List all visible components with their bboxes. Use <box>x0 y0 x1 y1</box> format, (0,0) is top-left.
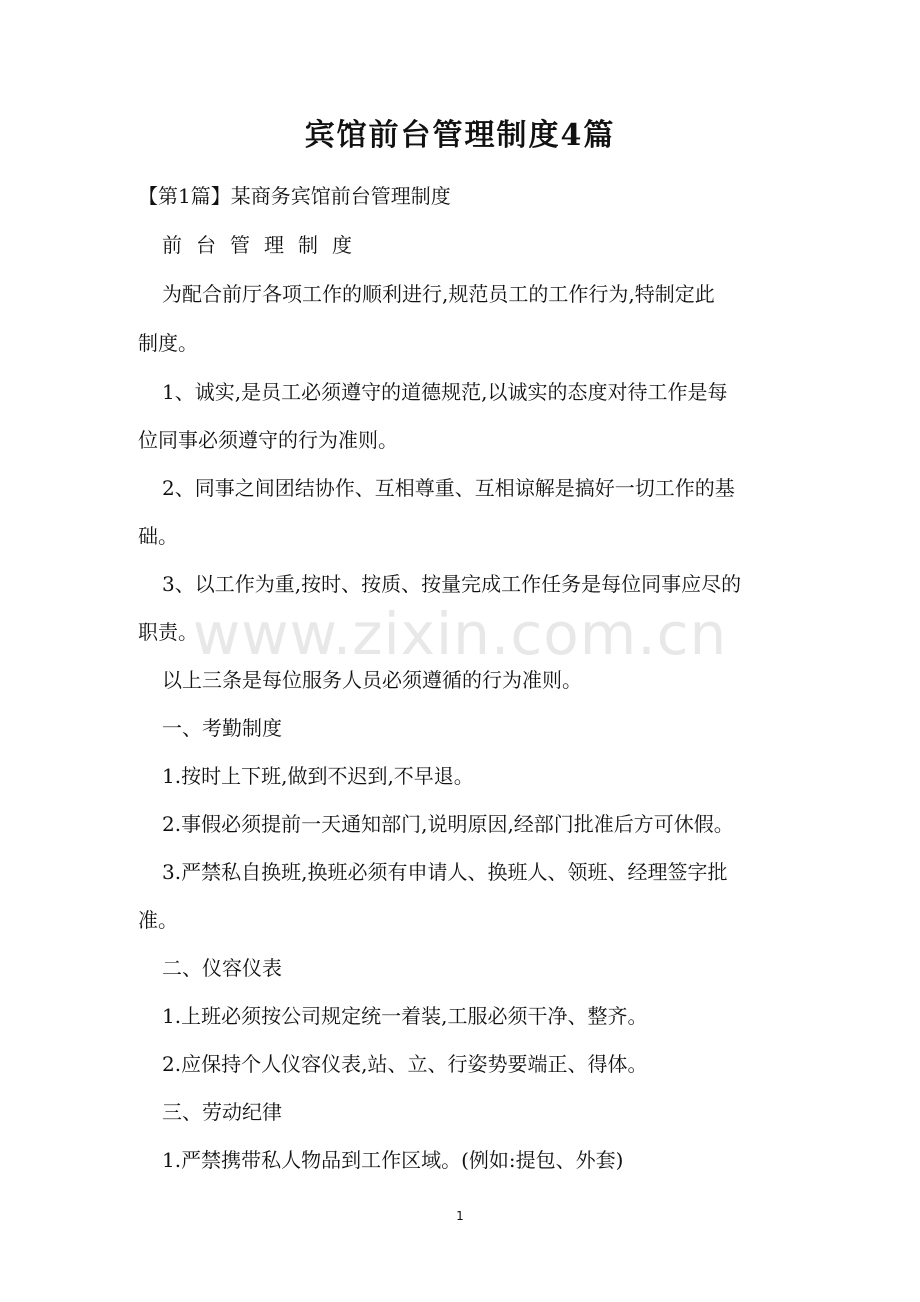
paragraph-line: 1.按时上下班,做到不迟到,不早退。 <box>162 764 474 788</box>
subsection-title: 前台管理制度 <box>162 233 366 257</box>
paragraph-line: 1.严禁携带私人物品到工作区域。(例如:提包、外套) <box>162 1148 624 1172</box>
paragraph-line: 2.应保持个人仪容仪表,站、立、行姿势要端正、得体。 <box>162 1052 648 1076</box>
paragraph-line: 2.事假必须提前一天通知部门,说明原因,经部门批准后方可休假。 <box>162 812 734 836</box>
paragraph-line: 制度。 <box>138 331 198 355</box>
paragraph-line: 3.严禁私自换班,换班必须有申请人、换班人、领班、经理签字批 <box>162 860 728 884</box>
paragraph-line: 2、同事之间团结协作、互相尊重、互相谅解是搞好一切工作的基 <box>162 476 735 500</box>
paragraph-line: 1、诚实,是员工必须遵守的道德规范,以诚实的态度对待工作是每 <box>162 380 728 404</box>
section-heading: 二、仪容仪表 <box>162 956 282 980</box>
document-title: 宾馆前台管理制度4篇 <box>304 118 616 153</box>
section-heading: 三、劳动纪律 <box>162 1100 282 1124</box>
paragraph-line: 职责。 <box>138 620 198 644</box>
page-number: 1 <box>456 1209 464 1223</box>
paragraph-line: 准。 <box>138 908 178 932</box>
paragraph-line: 以上三条是每位服务人员必须遵循的行为准则。 <box>162 668 582 692</box>
paragraph-line: 础。 <box>138 524 178 548</box>
paragraph-line: 1.上班必须按公司规定统一着装,工服必须干净、整齐。 <box>162 1004 648 1028</box>
paragraph-line: 位同事必须遵守的行为准则。 <box>138 428 398 452</box>
section-heading: 【第1篇】某商务宾馆前台管理制度 <box>138 184 451 208</box>
paragraph-line: 3、以工作为重,按时、按质、按量完成工作任务是每位同事应尽的 <box>162 572 742 596</box>
section-heading: 一、考勤制度 <box>162 716 282 740</box>
paragraph-line: 为配合前厅各项工作的顺利进行,规范员工的工作行为,特制定此 <box>162 282 715 306</box>
watermark: www.zixin.com.cn <box>192 600 728 668</box>
